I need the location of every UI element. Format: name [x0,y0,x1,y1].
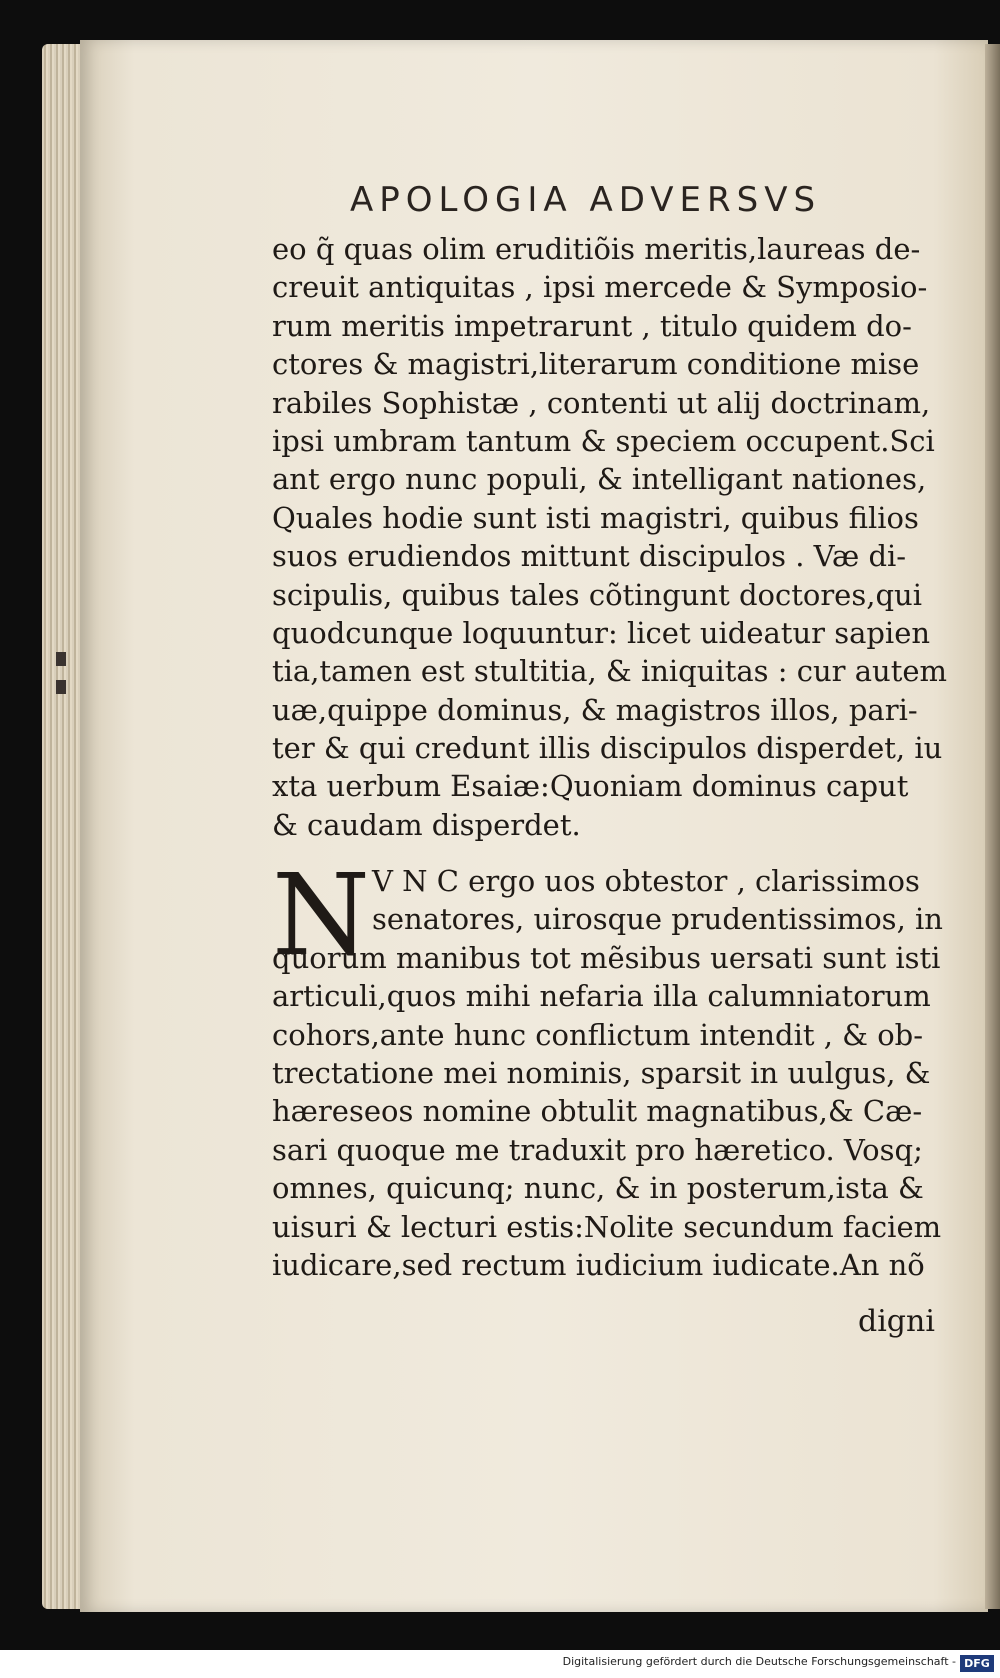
funding-credit: Digitalisierung gefördert durch die Deutsche Forschungsgemeinschaft - [562,1655,956,1668]
text-line: suos erudiendos mittunt discipulos . Væ di- [272,539,907,574]
text-line: ctores & magistri,literarum conditione mise [272,347,920,382]
text-line: omnes, quicunq; nunc, & in posterum,ista & [272,1171,924,1206]
text-line: ant ergo nunc populi, & intelligant nationes, [272,462,927,497]
text-line: ter & qui credunt illis discipulos disperdet, iu [272,731,943,766]
dfg-logo: DFG [960,1655,994,1672]
text-line: Quales hodie sunt isti magistri, quibus filios [272,500,919,535]
text-line: quorum manibus tot mẽsibus uersati sunt isti [272,940,941,975]
text-line: ipsi umbram tantum & speciem occupent.Sci [272,423,935,458]
footer-bar [0,1650,1000,1678]
text-line: trectatione mei nominis, sparsit in uulgus, & [272,1055,931,1090]
text-line: uæ,quippe dominus, & magistros illos, pari- [272,692,918,727]
text-line: sari quoque me traduxit pro hæretico. Vosq; [272,1132,923,1167]
margin-mark [56,680,66,694]
text-line: tia,tamen est stultitia, & iniquitas : cur autem [272,654,948,689]
text-line: scipulis, quibus tales cõtingunt doctores,qui [272,577,922,612]
text-line: uisuri & lecturi estis:Nolite secundum faciem [272,1209,942,1244]
paragraph-1 [272,230,952,844]
text-line: & caudam disperdet. [272,807,581,842]
text-line: senatores, uirosque prudentissimos, in [372,902,943,937]
catchword: digni [858,1304,935,1339]
text-line: V N C ergo uos obtestor , clarissimos [372,864,920,898]
text-line: hæreseos nomine obtulit magnatibus,& Cæ- [272,1094,923,1129]
margin-mark [56,652,66,666]
drop-cap-initial: N [272,851,370,981]
text-line: xta uerbum Esaiæ:Quoniam dominus caput [272,769,909,804]
running-head: APOLOGIA ADVERSVS [350,180,822,220]
page-stack-edge [42,44,84,1609]
page-right-edge [985,44,1000,1609]
text-line: cohors,ante hunc conflictum intendit , & ob- [272,1017,924,1052]
text-line: articuli,quos mihi nefaria illa calumniatorum [272,979,931,1014]
text-line: iudicare,sed rectum iudicium iudicate.An nõ [272,1247,925,1282]
text-line: creuit antiquitas , ipsi mercede & Symposio- [272,270,928,305]
paragraph-2 [272,851,952,1284]
text-line: rabiles Sophistæ , contenti ut alij doctrinam, [272,385,931,420]
text-line: quodcunque loquuntur: licet uideatur sapien [272,615,931,650]
text-line: eo q̃ quas olim eruditiõis meritis,laureas de- [272,232,921,266]
text-line: rum meritis impetrarunt , titulo quidem do- [272,308,912,343]
